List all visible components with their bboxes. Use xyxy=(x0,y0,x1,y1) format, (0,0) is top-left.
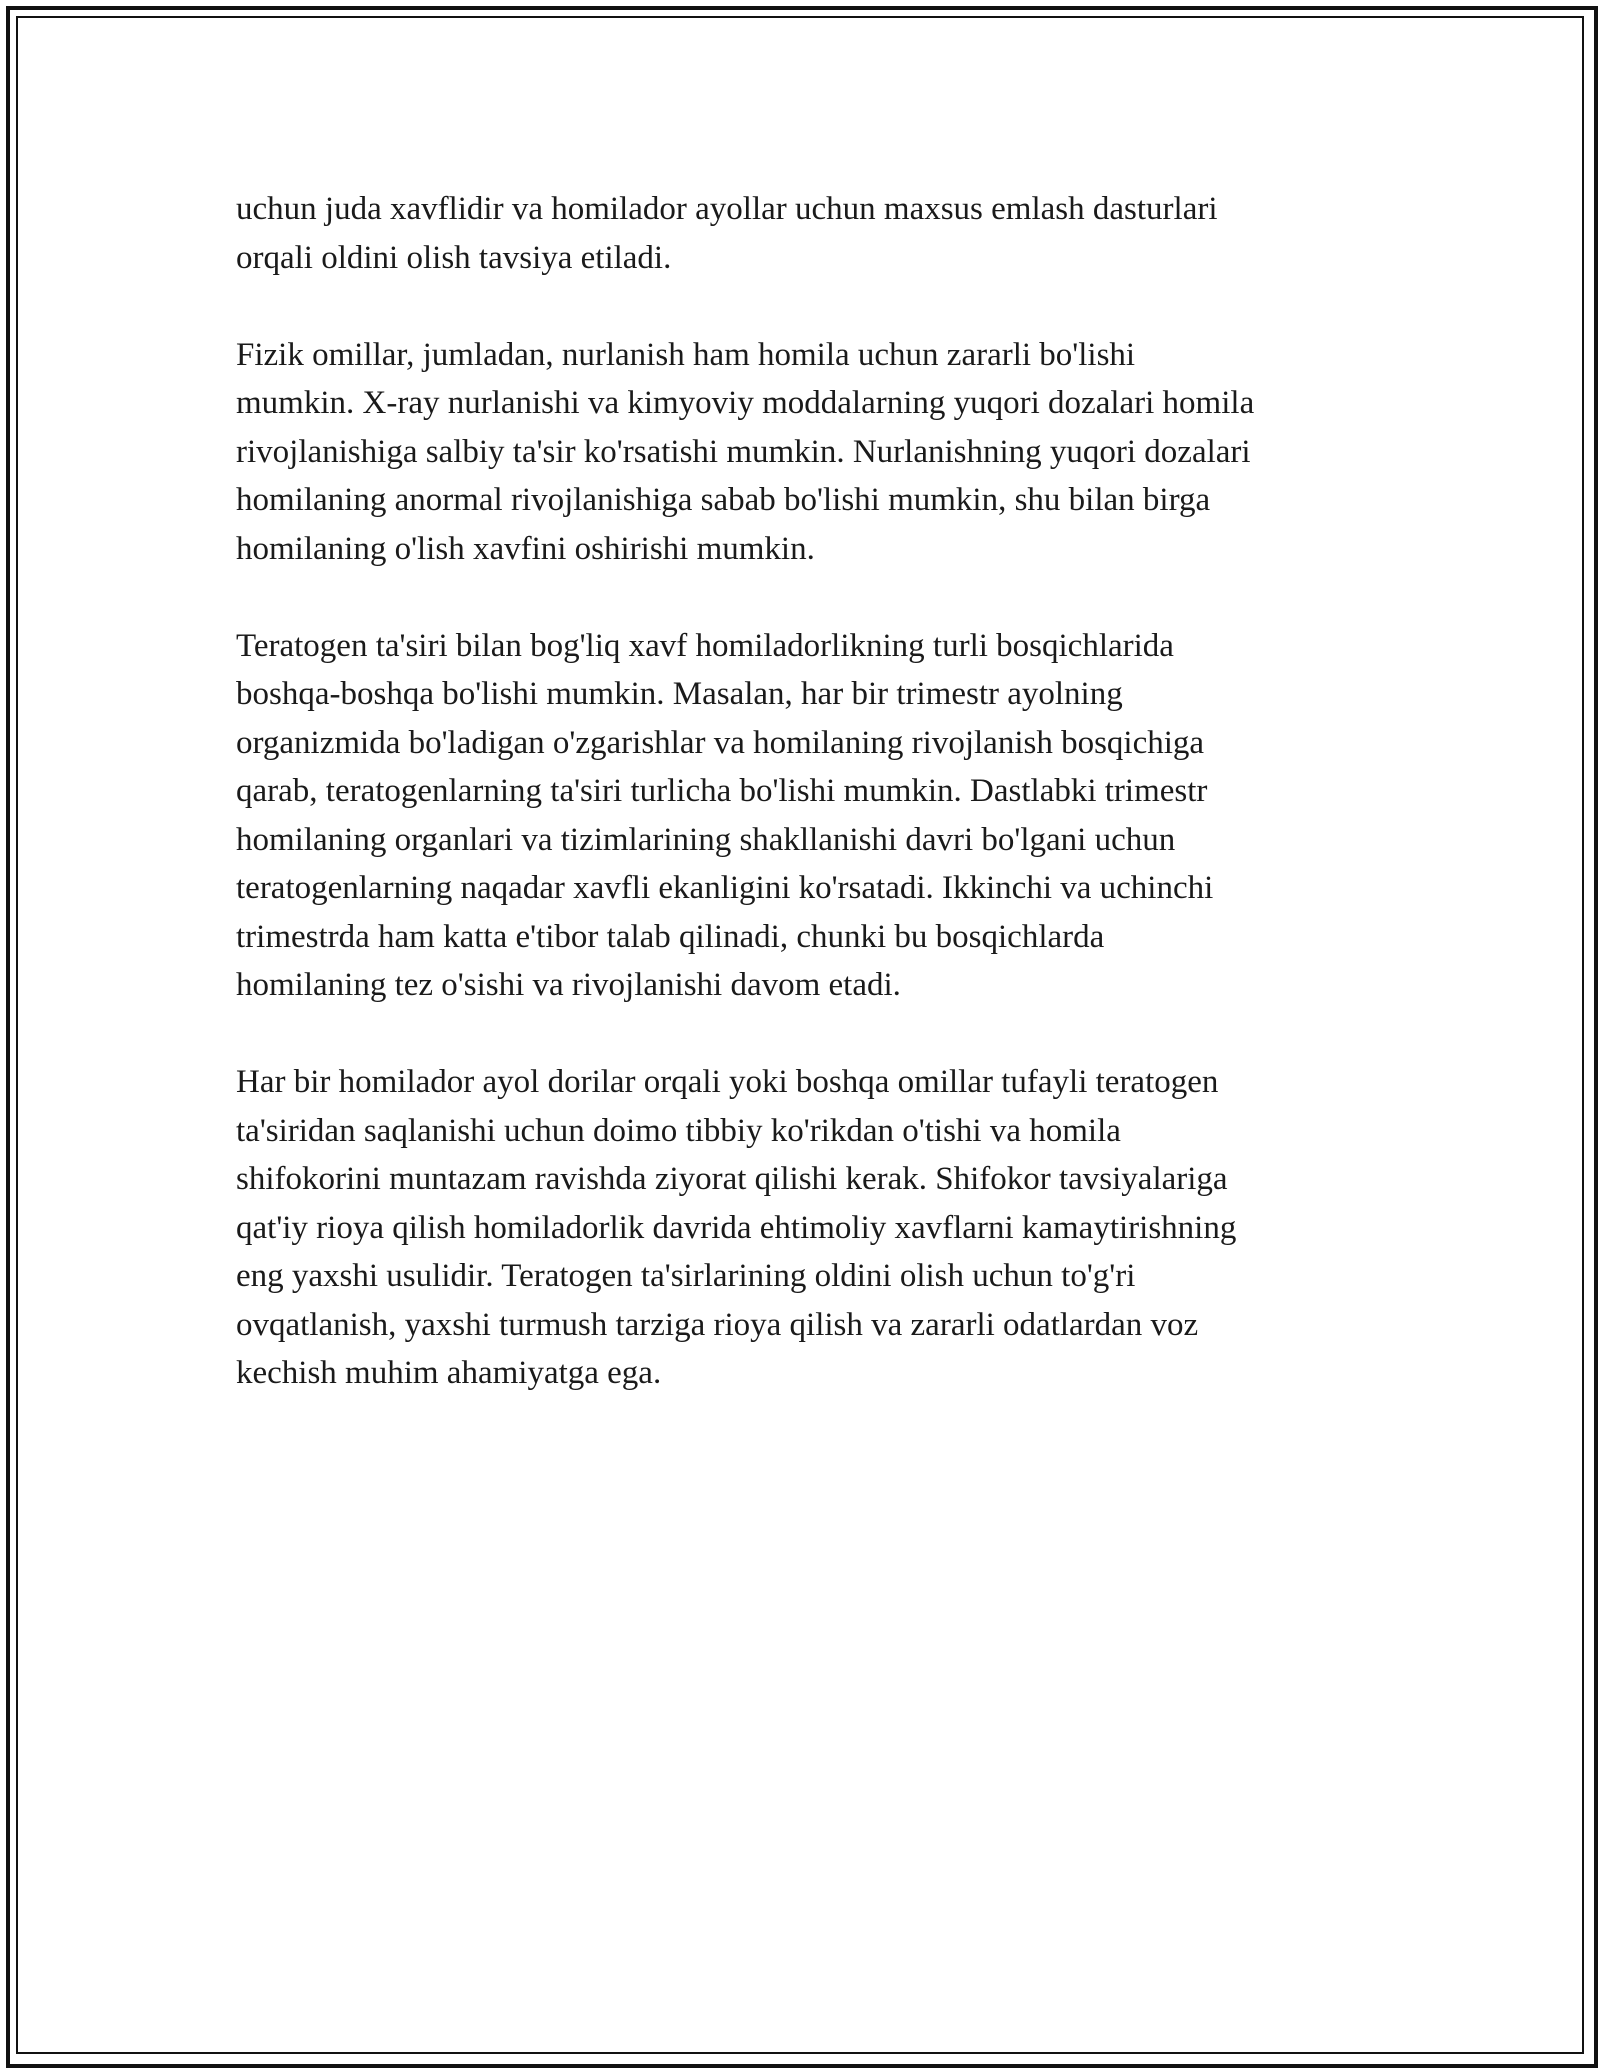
paragraph-1: uchun juda xavflidir va homilador ayollar uchun maxsus emlash dasturlari orqali oldini olish tavsiya etiladi. xyxy=(236,191,1218,276)
document-body xyxy=(236,185,1386,1446)
paragraph-3: Teratogen ta'siri bilan bog'liq xavf homiladorlikning turli bosqichlarida boshqa-boshqa bo'lishi mumkin. Masalan, har bir trimestr ayolning organizmida bo'ladigan o'zgarishlar va homilaning rivojlanish bosqichiga qarab, teratogenlarning ta'siri turlicha bo'lishi mumkin. Dastlabki trimestr homilaning organlari va tizimlarining shakllanishi davri bo'lgani uchun teratogenlarning naqadar xavfli ekanligini ko'rsatadi. Ikkinchi va uchinchi trimestrda ham katta e'tibor talab qilinadi, chunki bu bosqichlarda homilaning tez o'sishi va rivojlanishi davom etadi. xyxy=(236,627,1214,1003)
paragraph-4: Har bir homilador ayol dorilar orqali yoki boshqa omillar tufayli teratogen ta'siridan saqlanishi uchun doimo tibbiy ko'rikdan o'tishi va homila shifokorini muntazam ravishda ziyorat qilishi kerak. Shifokor tavsiyalariga qat'iy rioya qilish homiladorlik davrida ehtimoliy xavflarni kamaytirishning eng yaxshi usulidir. Teratogen ta'sirlarining oldini olish uchun to'g'ri ovqatlanish, yaxshi turmush tarziga rioya qilish va zararli odatlardan voz kechish muhim ahamiyatga ega. xyxy=(236,1064,1237,1391)
paragraph-2: Fizik omillar, jumladan, nurlanish ham homila uchun zararli bo'lishi mumkin. X-ray nurlanishi va kimyoviy moddalarning yuqori dozalari homila rivojlanishiga salbiy ta'sir ko'rsatishi mumkin. Nurlanishning yuqori dozalari homilaning anormal rivojlanishiga sabab bo'lishi mumkin, shu bilan birga homilaning o'lish xavfini oshirishi mumkin. xyxy=(236,336,1255,567)
